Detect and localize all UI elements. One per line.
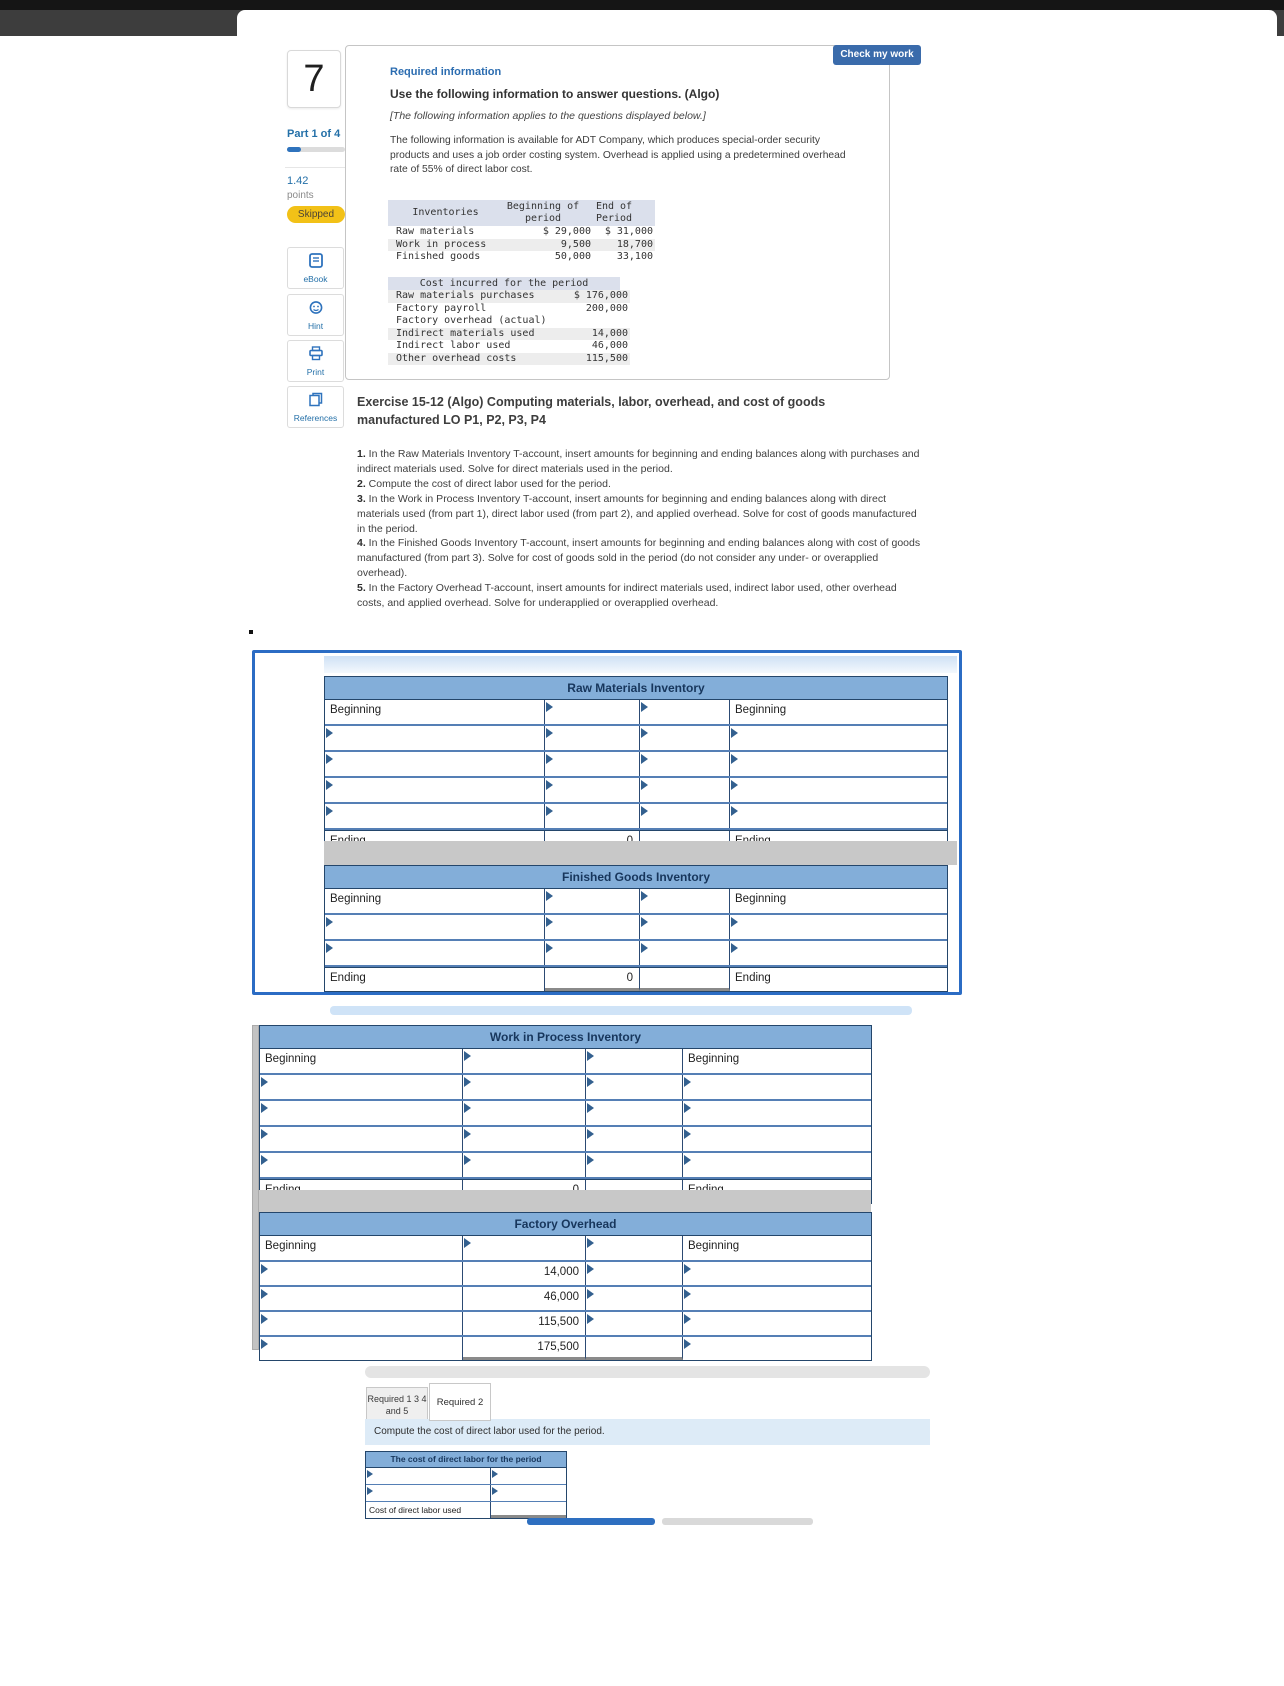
cost-row-value: 115,500 [585,352,628,364]
dropdown-triangle-icon [367,1470,373,1478]
costs-incurred-table [388,277,630,365]
taccount-input-cell[interactable] [730,915,945,939]
required-info-paragraph: The following information is available for ADT Company, which produces special-order security products and uses a job order costing system. Overhead is applied using a predetermined overhead rate of 55% of direct labor cost. [390,135,846,176]
taccount-input-cell[interactable] [586,1075,683,1099]
dropdown-triangle-icon [546,891,553,901]
card2-left-scrollbar[interactable] [252,1025,259,1350]
taccount-value-cell[interactable]: 175,500 [463,1337,586,1360]
dropdown-triangle-icon [587,1103,594,1113]
cost-row [388,353,630,366]
ebook-icon [308,255,324,272]
pager-bar-active[interactable] [527,1518,655,1525]
taccount-input-cell[interactable] [260,1312,463,1335]
page-top-rounded [237,10,1277,36]
taccount-row [260,1101,871,1127]
inventory-row [388,239,655,252]
taccount-input-cell[interactable] [586,1262,683,1285]
taccount-input-cell[interactable] [463,1101,586,1125]
dropdown-triangle-icon [641,806,648,816]
tab-required-2[interactable]: Required 2 [429,1383,491,1421]
taccount-row [325,778,947,804]
dropdown-triangle-icon [731,728,738,738]
cost-row-label: Indirect labor used [396,340,511,351]
dropdown-triangle-icon [367,1487,373,1495]
direct-labor-table [365,1451,567,1519]
dropdown-triangle-icon [641,780,648,790]
taccount-input-cell[interactable] [545,915,640,939]
taccount-label-cell: Ending [325,968,545,991]
taccount-input-cell[interactable] [260,1075,463,1099]
taccount-label-cell: Beginning [325,889,545,913]
taccount-input-cell[interactable] [325,915,545,939]
finished-goods-taccount [324,865,948,992]
work-in-process-taccount [259,1025,872,1204]
taccount-input-cell[interactable] [586,1101,683,1125]
taccount-total-cell: 0 [545,968,640,991]
taccount-input-cell[interactable] [683,1262,869,1285]
taccount-row [260,1312,871,1337]
taccount-input-cell[interactable] [730,941,945,965]
taccount-input-cell[interactable] [545,804,640,828]
factory-overhead-taccount [259,1212,872,1361]
taccount-input-cell[interactable] [640,889,730,913]
taccount-input-cell[interactable] [260,1262,463,1285]
taccount-row [325,726,947,752]
taccount-input-cell[interactable] [683,1337,869,1360]
points-label: points [287,190,314,201]
taccount-input-cell[interactable] [260,1153,463,1177]
taccount-input-cell[interactable] [325,804,545,828]
taccount-input-cell[interactable] [463,1127,586,1151]
taccount-input-cell[interactable] [260,1287,463,1310]
cost-row-value: 200,000 [585,302,628,314]
inventory-row-label: Work in process [396,238,487,250]
taccount-input-cell[interactable] [586,1153,683,1177]
taccount-input-cell[interactable] [640,778,730,802]
taccount-total-cell [640,968,730,991]
taccount-input-cell[interactable] [683,1287,869,1310]
dropdown-triangle-icon [546,702,553,712]
cost-row-value: 14,000 [591,327,628,339]
dropdown-triangle-icon [684,1103,691,1113]
inventory-end-value: 18,700 [616,238,653,250]
taccount-input-cell[interactable] [586,1287,683,1310]
card1-separator [324,841,957,865]
card2-separator [259,1190,871,1212]
dropdown-triangle-icon [261,1264,268,1274]
required-info-note: [The following information applies to the questions displayed below.] [390,110,706,122]
part-progress-fill [287,147,301,152]
taccount-input-cell[interactable] [545,778,640,802]
instruction-item: 3. In the Work in Process Inventory T-account, insert amounts for beginning and ending balances along with direct materials used (from part 1), direct labor used (from part 2), and applied overhead. Solve for cost of goods manufactured in the period. [357,492,917,535]
stray-bullet [249,630,253,634]
dropdown-triangle-icon [261,1289,268,1299]
dropdown-triangle-icon [641,943,648,953]
taccount-input-cell[interactable] [640,941,730,965]
dropdown-triangle-icon [731,806,738,816]
dropdown-triangle-icon [326,917,333,927]
print-icon [308,348,324,365]
dropdown-triangle-icon [546,917,553,927]
taccount-input-cell[interactable] [640,915,730,939]
cost-row-value [558,315,630,328]
taccount-input-cell[interactable] [463,1153,586,1177]
taccount-input-cell[interactable] [730,752,945,776]
taccount-input-cell[interactable] [325,752,545,776]
cost-row-label: Other overhead costs [396,352,517,364]
required-info-label: Required information [390,66,502,78]
dropdown-triangle-icon [684,1314,691,1324]
tab-required-1345[interactable] [366,1387,428,1421]
taccount-row [260,1049,871,1075]
dropdown-triangle-icon [261,1103,268,1113]
taccount-label-cell: Beginning [688,1240,740,1252]
taccount-input-cell[interactable] [586,1049,683,1073]
dropdown-triangle-icon [641,917,648,927]
dropdown-triangle-icon [587,1238,594,1248]
dropdown-triangle-icon [492,1470,498,1478]
taccount-title: Work in Process Inventory [260,1026,871,1049]
direct-labor-row [366,1485,566,1502]
dropdown-triangle-icon [641,728,648,738]
dropdown-triangle-icon [464,1077,471,1087]
exercise-instructions [357,447,925,611]
direct-labor-total-row [366,1502,566,1518]
taccount-input-cell[interactable] [325,726,545,750]
inventories-table [388,200,655,264]
inventory-row [388,251,655,264]
cost-row [388,328,630,341]
dropdown-triangle-icon [326,780,333,790]
dropdown-triangle-icon [731,780,738,790]
cost-row-label: Raw materials purchases [396,290,535,301]
dropdown-triangle-icon [641,702,648,712]
dropdown-triangle-icon [641,891,648,901]
dropdown-triangle-icon [587,1289,594,1299]
dropdown-triangle-icon [464,1129,471,1139]
inventory-row [388,226,655,239]
taccount-value-cell[interactable]: 46,000 [463,1287,586,1310]
dropdown-triangle-icon [684,1264,691,1274]
taccount-row [260,1287,871,1312]
question-number: 7 [303,58,325,100]
dropdown-triangle-icon [684,1289,691,1299]
taccount-row [325,700,947,726]
instruction-item: 1. In the Raw Materials Inventory T-account, insert amounts for beginning and ending balances along with purchases and indirect materials used. Solve for direct materials used in the period. [357,448,920,475]
taccount-label-cell: Beginning [735,893,787,905]
instruction-item: 4. In the Finished Goods Inventory T-account, insert amounts for beginning and ending balances along with cost of goods manufactured (from part 3). Solve for cost of goods sold in the period (do not consider any under- or overapplied overhead). [357,537,921,580]
taccount-input-cell[interactable] [683,1101,869,1125]
cost-row [388,340,630,353]
taccount-input-cell[interactable] [260,1127,463,1151]
taccount-input-cell[interactable] [545,941,640,965]
taccount-input-cell[interactable] [463,1049,586,1073]
bottom-scroll-pill[interactable] [365,1366,930,1378]
taccount-value-cell[interactable]: 14,000 [463,1262,586,1285]
cost-row [388,303,630,316]
dropdown-triangle-icon [261,1314,268,1324]
inventory-row-label: Raw materials [396,226,475,237]
inventory-row-label: Finished goods [396,251,481,262]
taccount-input-cell[interactable] [683,1075,869,1099]
direct-labor-value-input[interactable] [491,1485,566,1501]
question-number-card [287,50,341,108]
taccount-label-cell: Beginning [688,1053,740,1065]
dropdown-triangle-icon [587,1129,594,1139]
dropdown-triangle-icon [261,1077,268,1087]
taccount-input-cell[interactable] [260,1337,463,1360]
inventory-begin-value: 9,500 [560,238,591,250]
dropdown-triangle-icon [587,1051,594,1061]
cost-row [388,315,630,328]
costs-header: Cost incurred for the period [388,277,620,290]
taccount-title: Finished Goods Inventory [325,866,947,889]
dropdown-triangle-icon [641,754,648,764]
taccount-row [325,804,947,830]
taccount-row [325,915,947,941]
card1-top-band [324,656,957,673]
part-label: Part 1 of 4 [287,128,341,140]
taccount-input-cell[interactable] [683,1127,869,1151]
taccount-label-cell: Beginning [260,1049,463,1073]
dropdown-triangle-icon [546,806,553,816]
hint-label: Hint [307,321,324,331]
taccount-input-cell[interactable] [683,1312,869,1335]
ebook-label: eBook [303,274,328,284]
taccount-row [260,1337,871,1360]
taccount-title: Raw Materials Inventory [325,677,947,700]
dropdown-triangle-icon [326,943,333,953]
sidebar-item-print[interactable] [287,340,344,382]
dropdown-triangle-icon [587,1155,594,1165]
inventories-col2-header: Beginning of period [506,201,580,224]
inventory-begin-value: $ 29,000 [542,226,591,237]
inventory-end-value: 33,100 [616,251,653,262]
dropdown-triangle-icon [587,1314,594,1324]
cost-row-value: 46,000 [591,340,628,351]
check-my-work-button[interactable]: Check my work [833,45,921,65]
taccount-input-cell[interactable] [325,778,545,802]
references-label: References [293,413,338,423]
horizontal-scrollbar[interactable] [330,1006,912,1015]
dropdown-triangle-icon [587,1077,594,1087]
dropdown-triangle-icon [546,943,553,953]
dropdown-triangle-icon [587,1264,594,1274]
prompt-text: Compute the cost of direct labor used for the period. [374,1426,605,1437]
hint-icon [308,302,324,319]
taccount-label-cell: Beginning [260,1236,463,1260]
taccount-label-cell: Beginning [325,700,545,724]
dropdown-triangle-icon [464,1103,471,1113]
sidebar-item-ebook[interactable] [287,247,344,289]
dropdown-triangle-icon [684,1339,691,1349]
inventories-col3-header: End of Period [595,201,633,224]
raw-materials-taccount [324,676,948,855]
taccount-input-cell[interactable] [640,700,730,724]
taccount-input-cell[interactable] [325,941,545,965]
taccount-input-cell[interactable] [730,804,945,828]
taccount-input-cell[interactable] [640,726,730,750]
inventories-col1-header: Inventories [412,207,479,218]
taccount-row [325,752,947,778]
references-icon [308,394,324,411]
inventories-header [388,200,655,226]
taccount-input-cell[interactable] [730,778,945,802]
top-black-bar [0,0,1284,10]
tab-required-1345-line1: Required 1 3 4 [367,1394,427,1404]
taccount-input-cell[interactable] [586,1127,683,1151]
dropdown-triangle-icon [326,754,333,764]
direct-labor-table-header: The cost of direct labor for the period [366,1452,566,1468]
taccount-row [260,1075,871,1101]
cost-row-label: Factory overhead (actual) [396,315,547,326]
dropdown-triangle-icon [731,917,738,927]
dropdown-triangle-icon [326,728,333,738]
dropdown-triangle-icon [326,806,333,816]
taccount-input-cell[interactable] [586,1312,683,1335]
dropdown-triangle-icon [731,943,738,953]
exercise-title: Exercise 15-12 (Algo) Computing materials, labor, overhead, and cost of goods manufactured LO P1, P2, P3, P4 [357,395,826,428]
cost-row [388,290,630,303]
sidebar-item-hint[interactable] [287,294,344,336]
taccount-input-cell[interactable] [683,1153,869,1177]
sidebar-item-references[interactable] [287,386,344,428]
taccount-input-cell[interactable] [545,752,640,776]
taccount-label-cell: Ending [735,972,771,984]
direct-labor-label-input[interactable] [366,1468,491,1484]
dropdown-triangle-icon [684,1155,691,1165]
taccount-input-cell[interactable] [260,1101,463,1125]
status-badge: Skipped [287,206,345,223]
taccount-input-cell[interactable] [545,889,640,913]
dropdown-triangle-icon [546,754,553,764]
taccount-row [260,1127,871,1153]
dropdown-triangle-icon [731,754,738,764]
taccount-input-cell[interactable] [463,1075,586,1099]
instruction-item: 2. Compute the cost of direct labor used for the period. [357,477,611,490]
direct-labor-total-label: Cost of direct labor used [366,1502,491,1518]
taccount-input-cell[interactable] [545,700,640,724]
taccount-input-cell[interactable] [586,1236,683,1260]
dropdown-triangle-icon [464,1051,471,1061]
inventory-end-value: $ 31,000 [604,226,653,237]
dropdown-triangle-icon [261,1155,268,1165]
direct-labor-label-input[interactable] [366,1485,491,1501]
dropdown-triangle-icon [492,1487,498,1495]
taccount-empty-cell [586,1337,683,1360]
pager-bar-inactive[interactable] [662,1518,813,1525]
taccount-row [260,1236,871,1262]
dropdown-triangle-icon [464,1238,471,1248]
taccount-row [325,941,947,967]
taccount-label-cell: Beginning [735,704,787,716]
taccount-row [325,967,947,991]
dropdown-triangle-icon [684,1129,691,1139]
taccount-input-cell[interactable] [640,752,730,776]
tab-required-1345-line2: and 5 [385,1405,409,1416]
rail-divider [285,167,345,168]
print-label: Print [306,367,325,377]
taccount-value-cell[interactable]: 115,500 [463,1312,586,1335]
points-value: 1.42 [287,175,309,187]
dropdown-triangle-icon [464,1155,471,1165]
taccount-input-cell[interactable] [730,726,945,750]
direct-labor-value-input[interactable] [491,1468,566,1484]
inventory-begin-value: 50,000 [554,251,591,262]
required-info-title: Use the following information to answer questions. (Algo) [390,87,720,101]
cost-row-label: Factory payroll [396,302,487,314]
direct-labor-row [366,1468,566,1485]
dropdown-triangle-icon [261,1339,268,1349]
taccount-title: Factory Overhead [260,1213,871,1236]
cost-row-label: Indirect materials used [396,327,535,339]
cost-row-value: $ 176,000 [573,290,628,301]
dropdown-triangle-icon [261,1129,268,1139]
direct-labor-total-input[interactable] [491,1502,566,1518]
taccount-input-cell[interactable] [463,1236,586,1260]
taccount-row [260,1262,871,1287]
instruction-item: 5. In the Factory Overhead T-account, insert amounts for indirect materials used, indirect labor used, other overhead costs, and applied overhead. Solve for underapplied or overapplied overhead. [357,582,897,610]
dropdown-triangle-icon [546,728,553,738]
dropdown-triangle-icon [546,780,553,790]
taccount-input-cell[interactable] [545,726,640,750]
dropdown-triangle-icon [684,1077,691,1087]
taccount-row [325,889,947,915]
taccount-input-cell[interactable] [640,804,730,828]
taccount-row [260,1153,871,1179]
